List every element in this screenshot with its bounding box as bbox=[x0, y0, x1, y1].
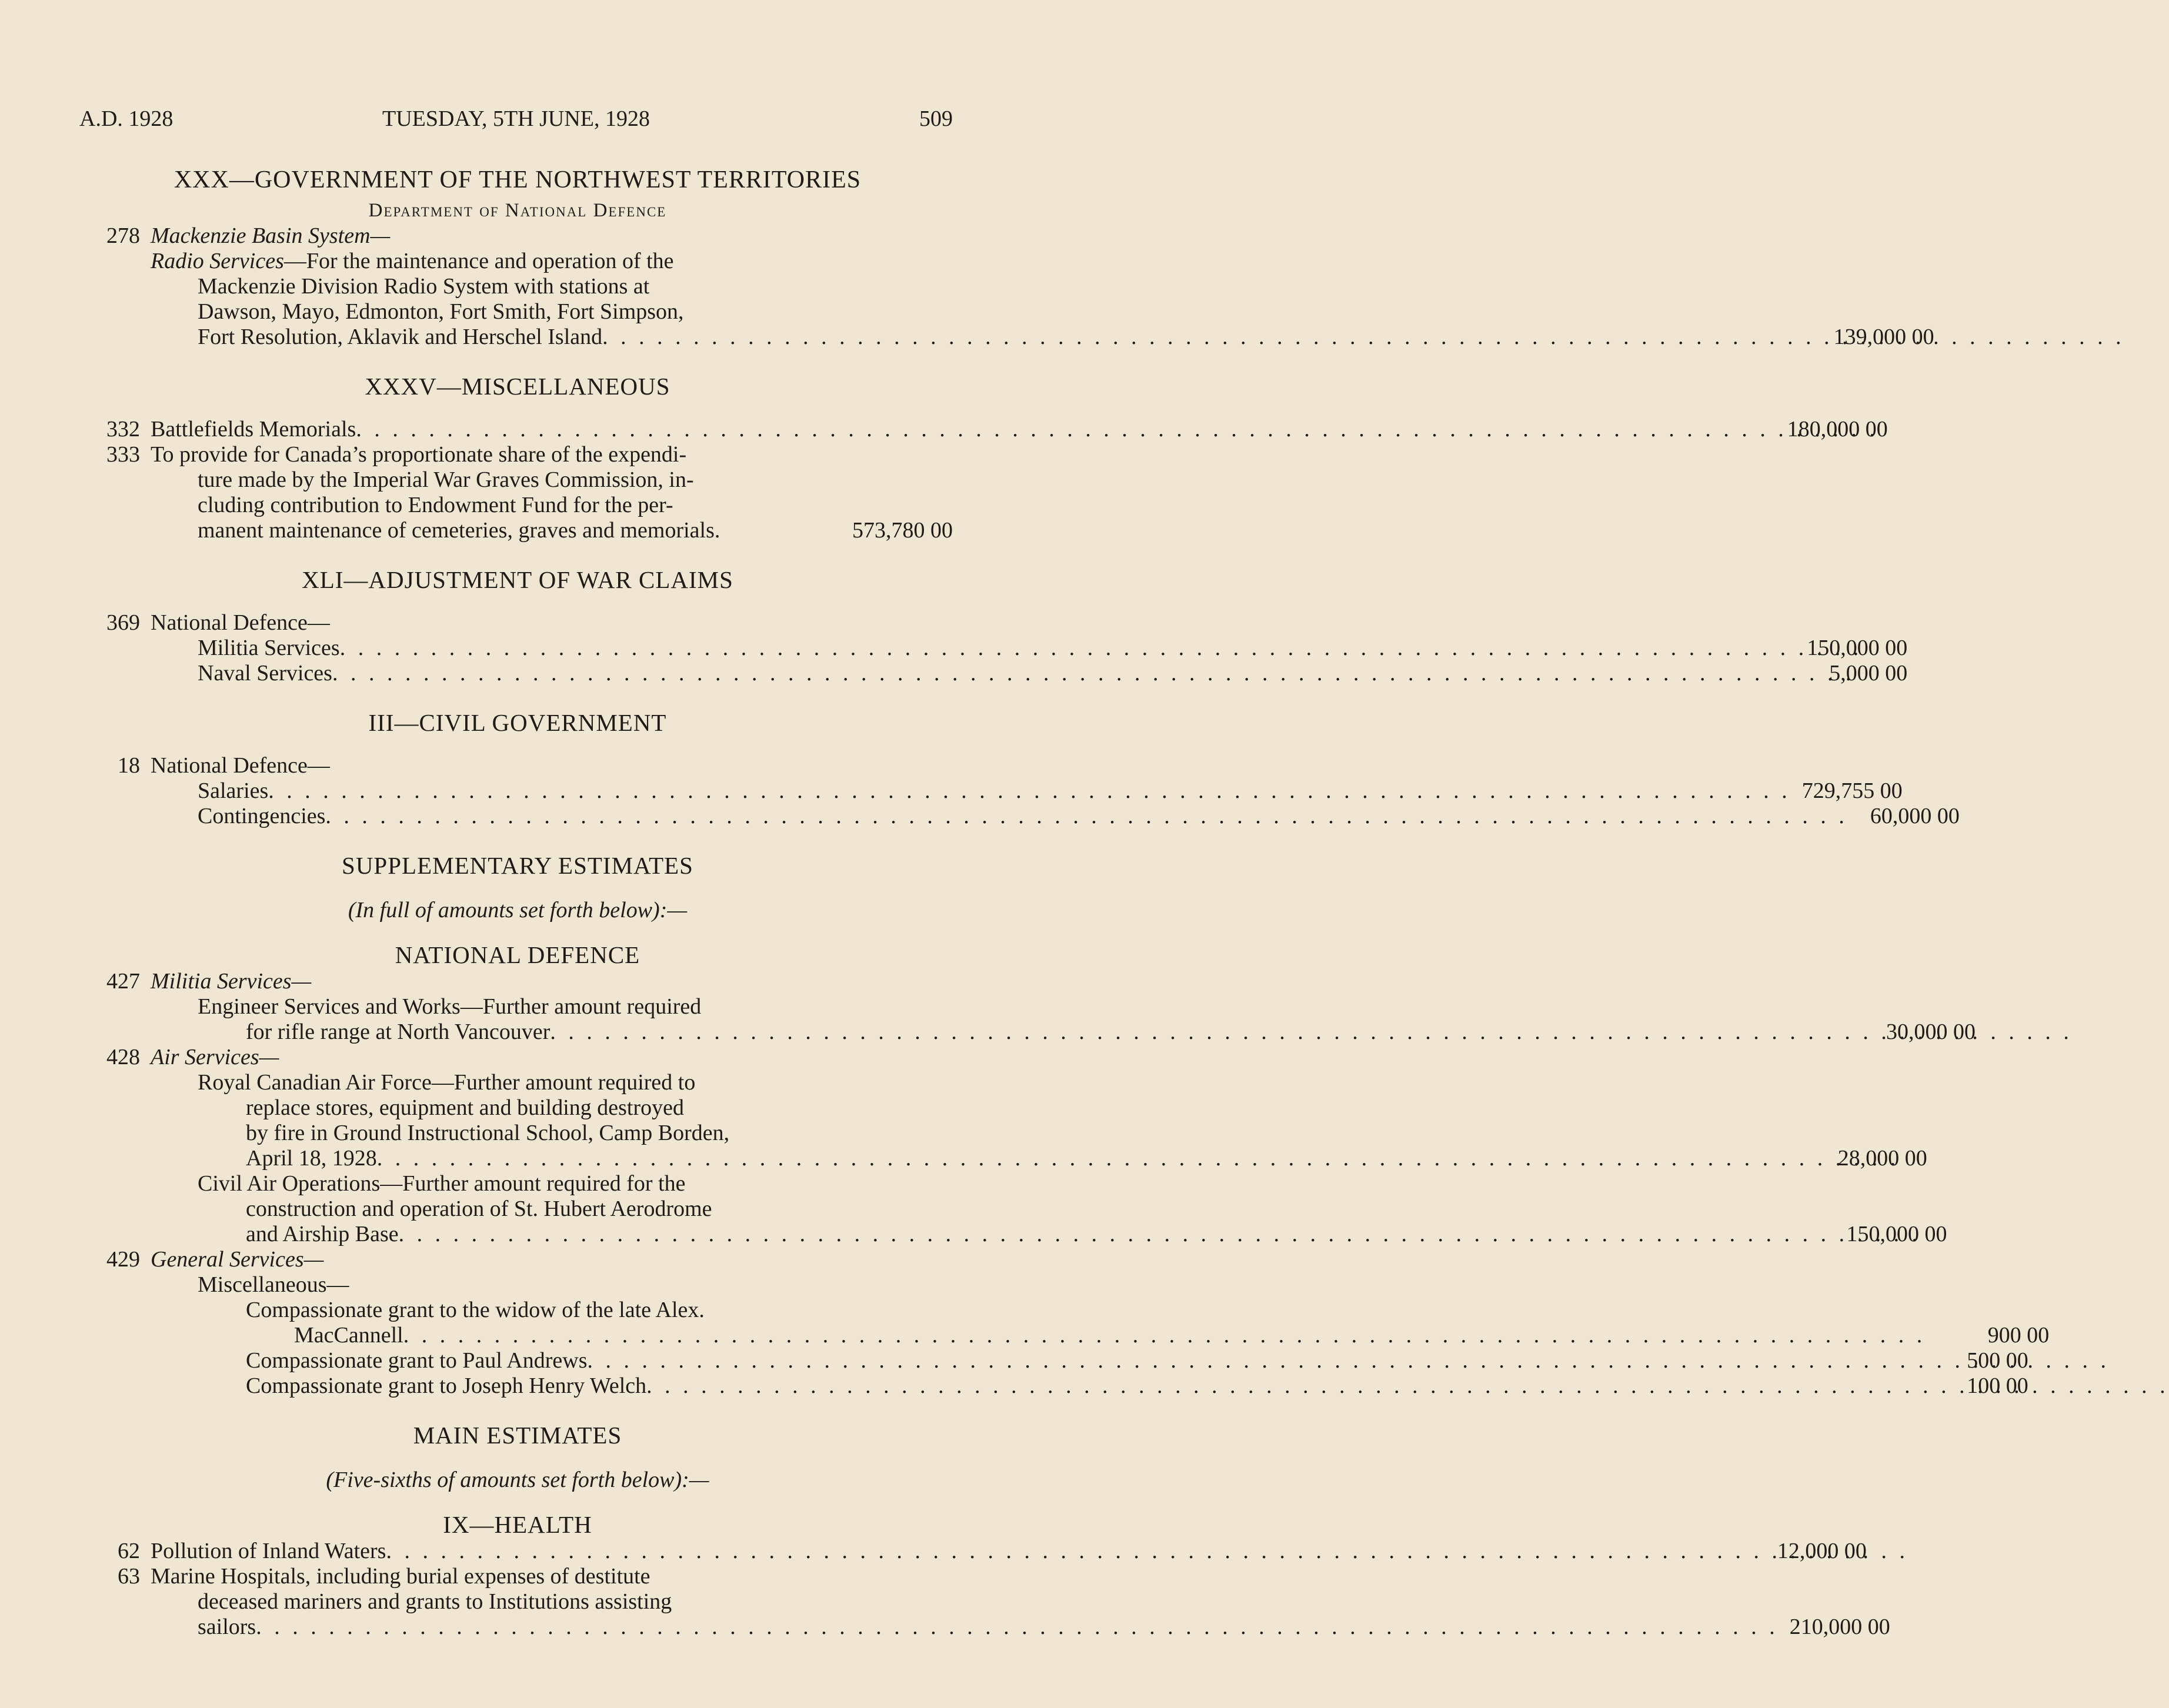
estimates-content bbox=[82, 166, 2050, 1640]
item-number: 333 bbox=[106, 442, 140, 467]
section-title: XLI—ADJUSTMENT OF WAR CLAIMS bbox=[302, 566, 733, 593]
item-amount: 60,000 00 bbox=[1870, 804, 1960, 828]
section-title: MAIN ESTIMATES bbox=[413, 1422, 622, 1449]
section-note: (In full of amounts set forth below):— bbox=[348, 898, 688, 922]
item-title: Mackenzie Basin System— bbox=[151, 223, 391, 248]
item-text-line: manent maintenance of cemeteries, graves and memorials. bbox=[198, 518, 720, 543]
item-title: Air Services— bbox=[151, 1045, 279, 1069]
item-amount: 150,000 00 bbox=[1807, 636, 1908, 660]
item-text-line: cluding contribution to Endowment Fund for the per- bbox=[198, 493, 673, 517]
item-number: 62 bbox=[118, 1539, 140, 1563]
item-text-line: Compassionate grant to Paul Andrews bbox=[246, 1348, 588, 1373]
item-text: Militia Services bbox=[198, 636, 340, 660]
item-text-line: Civil Air Operations—Further amount required for the bbox=[198, 1171, 686, 1196]
item-number: 332 bbox=[106, 417, 140, 442]
item-text-line: Engineer Services and Works—Further amount required bbox=[198, 994, 702, 1019]
item-amount: 28,000 00 bbox=[1837, 1146, 1927, 1171]
section-title: XXXV—MISCELLANEOUS bbox=[365, 373, 670, 400]
item-text: National Defence— bbox=[151, 753, 330, 778]
item-number: 18 bbox=[118, 753, 140, 778]
section-title: SUPPLEMENTARY ESTIMATES bbox=[342, 852, 693, 879]
item-text-line: construction and operation of St. Hubert Aerodrome bbox=[246, 1196, 712, 1221]
item-text: Battlefields Memorials bbox=[151, 417, 356, 442]
item-text-line: for rifle range at North Vancouver bbox=[246, 1020, 550, 1044]
item-amount: 139,000 00 bbox=[1833, 325, 1934, 349]
item-text-line: —For the maintenance and operation of the bbox=[283, 249, 674, 273]
section-title: XXX—GOVERNMENT OF THE NORTHWEST TERRITORIES bbox=[173, 166, 862, 193]
item-amount: 5,000 00 bbox=[1829, 661, 1908, 686]
item-amount: 100 00 bbox=[1967, 1373, 2028, 1398]
section-subtitle: Department of National Defence bbox=[368, 200, 667, 221]
item-text bbox=[151, 249, 841, 274]
item-title: Militia Services— bbox=[151, 969, 312, 994]
item-number: 427 bbox=[106, 969, 140, 994]
item-text-line: Compassionate grant to Joseph Henry Welch bbox=[246, 1373, 647, 1398]
item-text-line: deceased mariners and grants to Institutions assisting bbox=[198, 1589, 672, 1614]
section-note: (Five-sixths of amounts set forth below):— bbox=[326, 1468, 709, 1492]
section-subtitle: IX—HEALTH bbox=[443, 1511, 592, 1538]
header-date: TUESDAY, 5TH JUNE, 1928 bbox=[382, 106, 650, 131]
item-text: Miscellaneous— bbox=[198, 1272, 349, 1297]
item-text-line: Compassionate grant to the widow of the late Alex. bbox=[246, 1298, 705, 1322]
item-text: National Defence— bbox=[151, 610, 330, 635]
item-amount: 573,780 00 bbox=[852, 518, 953, 543]
item-text-line: April 18, 1928 bbox=[246, 1146, 377, 1171]
section-title: III—CIVIL GOVERNMENT bbox=[368, 709, 667, 736]
item-amount: 150,000 00 bbox=[1846, 1222, 1947, 1246]
item-text: Pollution of Inland Waters bbox=[151, 1539, 386, 1563]
item-number: 428 bbox=[106, 1045, 140, 1069]
item-text: Naval Services bbox=[198, 661, 332, 686]
page-number: 509 bbox=[919, 106, 953, 131]
item-text-line: Marine Hospitals, including burial expenses of destitute bbox=[151, 1564, 650, 1589]
item-amount: 900 00 bbox=[1987, 1323, 2050, 1348]
item-text-line: Dawson, Mayo, Edmonton, Fort Smith, Fort Simpson, bbox=[198, 299, 684, 324]
item-row bbox=[82, 223, 953, 249]
item-amount: 729,755 00 bbox=[1801, 778, 1903, 803]
running-header bbox=[79, 106, 953, 135]
item-text-line: Mackenzie Division Radio System with stations at bbox=[198, 274, 650, 299]
item-amount: 12,000 00 bbox=[1777, 1539, 1867, 1563]
item-text-line: Royal Canadian Air Force—Further amount required to bbox=[198, 1070, 696, 1095]
item-text-line: MacCannell bbox=[294, 1323, 403, 1348]
item-text-line: and Airship Base bbox=[246, 1222, 399, 1246]
header-year: A.D. 1928 bbox=[79, 106, 173, 131]
item-number: 63 bbox=[118, 1564, 140, 1589]
item-text-line: by fire in Ground Instructional School, Camp Borden, bbox=[246, 1121, 730, 1145]
section-subtitle: NATIONAL DEFENCE bbox=[395, 941, 640, 968]
item-text-line: replace stores, equipment and building destroyed bbox=[246, 1095, 685, 1120]
item-amount: 30,000 00 bbox=[1886, 1020, 1976, 1044]
item-row bbox=[82, 249, 953, 274]
item-amount: 500 00 bbox=[1967, 1348, 2028, 1373]
item-amount: 210,000 00 bbox=[1789, 1615, 1890, 1639]
item-title: General Services— bbox=[151, 1247, 324, 1272]
item-number: 369 bbox=[106, 610, 140, 635]
item-number: 278 bbox=[106, 223, 140, 248]
item-text-line: To provide for Canada’s proportionate share of the expendi- bbox=[151, 442, 687, 467]
item-amount: 180,000 00 bbox=[1787, 417, 1888, 442]
item-lead: Radio Services bbox=[151, 249, 284, 273]
item-text-line: sailors bbox=[198, 1615, 256, 1639]
item-text: Contingencies bbox=[198, 804, 326, 828]
item-number: 429 bbox=[106, 1247, 140, 1272]
item-text: Salaries bbox=[198, 778, 269, 803]
item-text-line: Fort Resolution, Aklavik and Herschel Island bbox=[198, 325, 603, 349]
item-text-line: ture made by the Imperial War Graves Commission, in- bbox=[198, 467, 694, 492]
